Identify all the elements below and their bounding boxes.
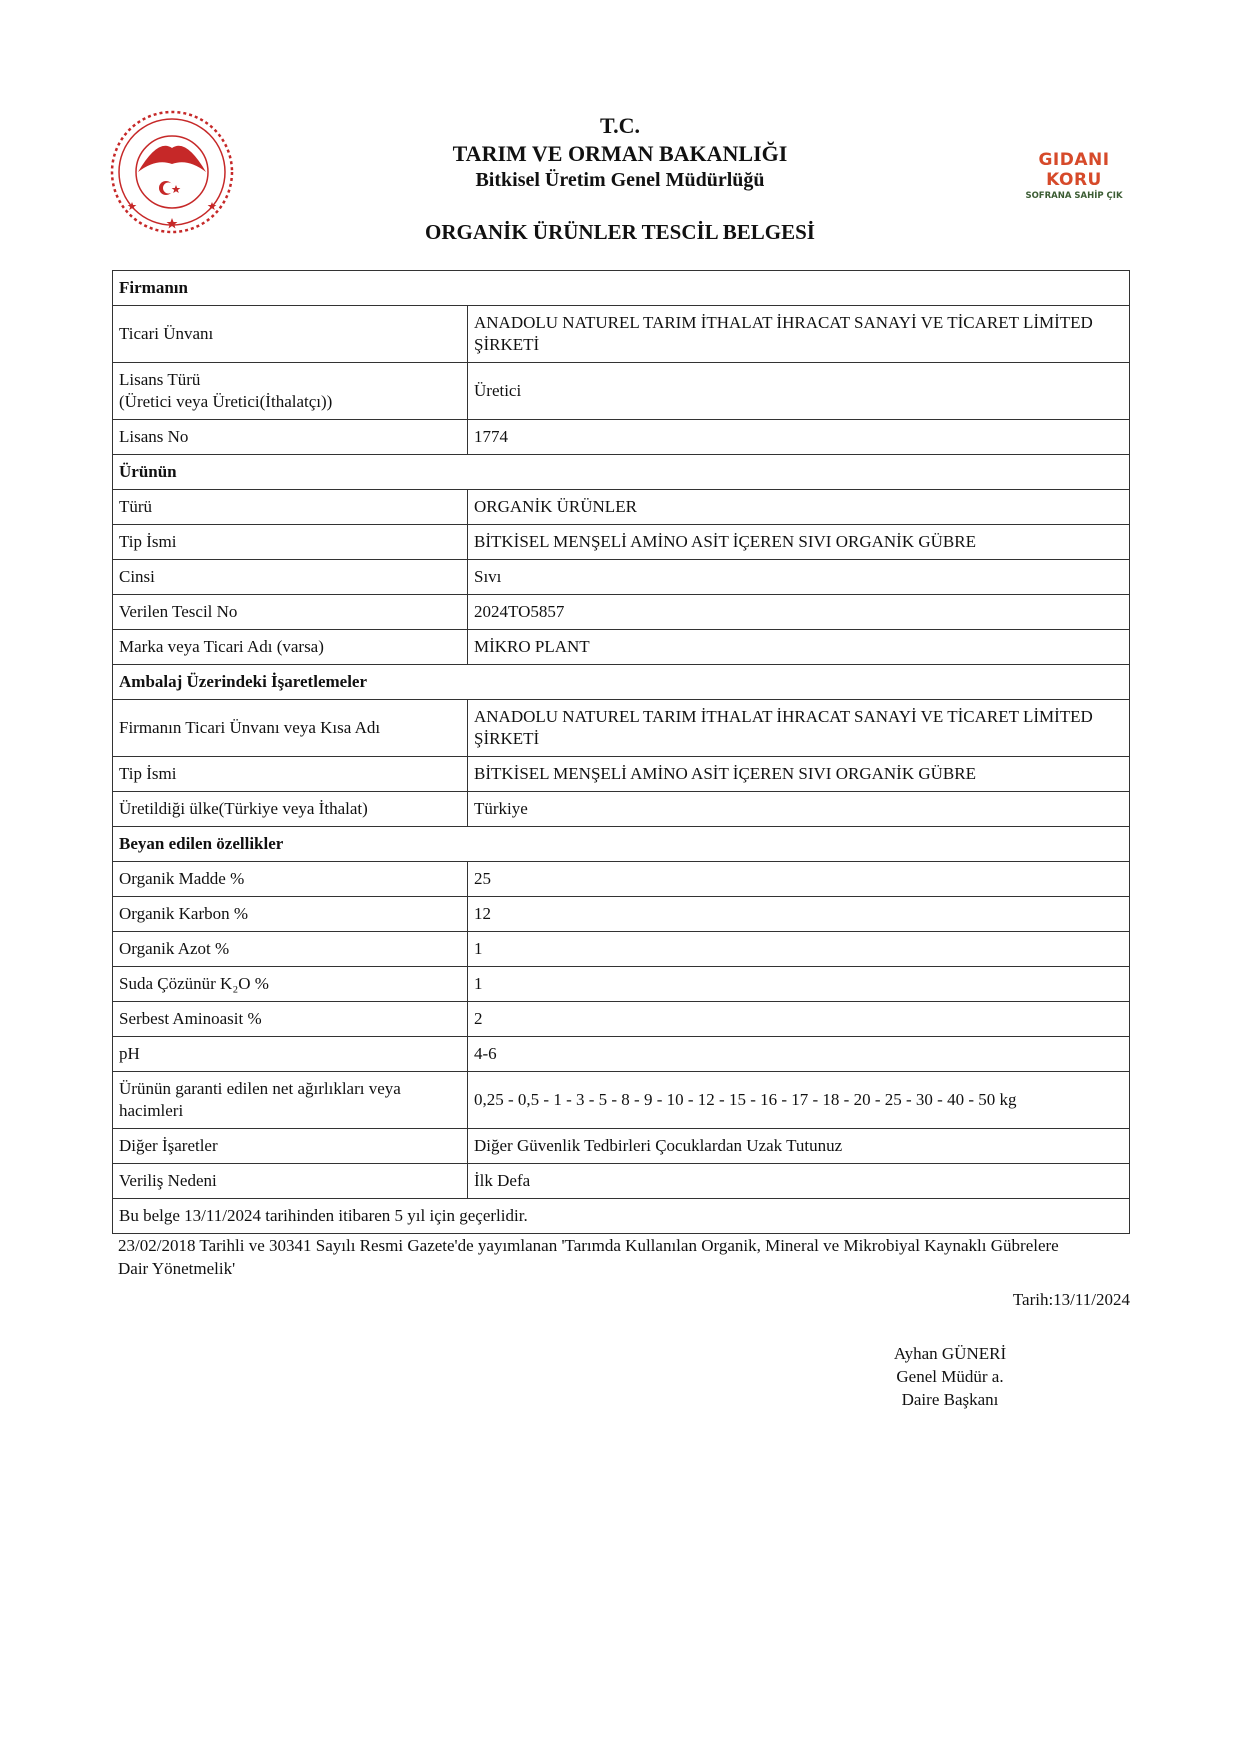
section-heading: Ürünün xyxy=(113,455,1130,490)
table-row xyxy=(113,967,1130,1002)
header-tc: T.C. xyxy=(600,113,640,138)
row-value: 25 xyxy=(468,862,1130,897)
row-value: BİTKİSEL MENŞELİ AMİNO ASİT İÇEREN SIVI ORGANİK GÜBRE xyxy=(468,525,1130,560)
document-header xyxy=(320,112,920,193)
table-row xyxy=(113,363,1130,420)
validity-row xyxy=(113,1199,1130,1234)
validity-text: Bu belge 13/11/2024 tarihinden itibaren 5 yıl için geçerlidir. xyxy=(113,1199,1130,1234)
row-label: Serbest Aminoasit % xyxy=(113,1002,468,1037)
row-label: pH xyxy=(113,1037,468,1072)
table-row xyxy=(113,700,1130,757)
signer-department: Daire Başkanı xyxy=(901,1390,999,1409)
table-row xyxy=(113,560,1130,595)
gidani-koru-logo xyxy=(1008,150,1140,202)
row-value: MİKRO PLANT xyxy=(468,630,1130,665)
header-ministry: TARIM VE ORMAN BAKANLIĞI xyxy=(452,141,788,166)
row-label: Ticari Ünvanı xyxy=(113,306,468,363)
table-row xyxy=(113,1037,1130,1072)
row-value: 2024TO5857 xyxy=(468,595,1130,630)
row-label: Organik Madde % xyxy=(113,862,468,897)
row-value: ANADOLU NATUREL TARIM İTHALAT İHRACAT SANAYİ VE TİCARET LİMİTED ŞİRKETİ xyxy=(468,306,1130,363)
header-directorate: Bitkisel Üretim Genel Müdürlüğü xyxy=(475,169,765,191)
logo-brand: GIDANI KORU xyxy=(1038,150,1110,190)
section-heading-firma xyxy=(113,271,1130,306)
row-label: Tip İsmi xyxy=(113,757,468,792)
row-label: Organik Karbon % xyxy=(113,897,468,932)
row-label xyxy=(113,363,468,420)
row-value: Türkiye xyxy=(468,792,1130,827)
row-label: Ürünün garanti edilen net ağırlıkları veya hacimleri xyxy=(113,1072,468,1129)
table-row xyxy=(113,595,1130,630)
section-heading: Beyan edilen özellikler xyxy=(113,827,1130,862)
table-row xyxy=(113,1129,1130,1164)
row-label: Organik Azot % xyxy=(113,932,468,967)
signer-title: Genel Müdür a. xyxy=(896,1367,1004,1386)
row-label: Diğer İşaretler xyxy=(113,1129,468,1164)
section-heading-ambalaj xyxy=(113,665,1130,700)
row-label: Lisans No xyxy=(113,420,468,455)
row-value: Diğer Güvenlik Tedbirleri Çocuklardan Uzak Tutunuz xyxy=(468,1129,1130,1164)
row-label: Firmanın Ticari Ünvanı veya Kısa Adı xyxy=(113,700,468,757)
signer-name: Ayhan GÜNERİ xyxy=(893,1344,1007,1363)
table-row xyxy=(113,525,1130,560)
document-title: ORGANİK ÜRÜNLER TESCİL BELGESİ xyxy=(425,220,815,244)
ministry-seal xyxy=(108,108,236,236)
registration-table xyxy=(112,270,1130,1234)
row-value: 1 xyxy=(468,967,1130,1002)
regulation-note: 23/02/2018 Tarihli ve 30341 Sayılı Resmi Gazete'de yayımlanan 'Tarımda Kullanılan Organik, Mineral ve Mikrobiyal Kaynaklı Gübrelere Dair Yönetmelik' xyxy=(118,1236,1059,1278)
section-heading: Ambalaj Üzerindeki İşaretlemeler xyxy=(113,665,1130,700)
table-row xyxy=(113,757,1130,792)
row-label: Verilen Tescil No xyxy=(113,595,468,630)
section-heading-urun xyxy=(113,455,1130,490)
issue-date: Tarih:13/11/2024 xyxy=(1012,1290,1130,1309)
row-value: 0,25 - 0,5 - 1 - 3 - 5 - 8 - 9 - 10 - 12 - 15 - 16 - 17 - 18 - 20 - 25 - 30 - 40 - 50 kg xyxy=(468,1072,1130,1129)
row-value: 4-6 xyxy=(468,1037,1130,1072)
row-value: Sıvı xyxy=(468,560,1130,595)
table-row xyxy=(113,1002,1130,1037)
table-row xyxy=(113,932,1130,967)
table-row xyxy=(113,420,1130,455)
row-value: Üretici xyxy=(468,363,1130,420)
row-label: Üretildiği ülke(Türkiye veya İthalat) xyxy=(113,792,468,827)
row-label: Türü xyxy=(113,490,468,525)
row-value: 2 xyxy=(468,1002,1130,1037)
row-value: BİTKİSEL MENŞELİ AMİNO ASİT İÇEREN SIVI ORGANİK GÜBRE xyxy=(468,757,1130,792)
section-heading-beyan xyxy=(113,827,1130,862)
logo-slogan: SOFRANA SAHİP ÇIK xyxy=(1025,191,1123,201)
table-row xyxy=(113,1164,1130,1199)
table-row xyxy=(113,1072,1130,1129)
table-row xyxy=(113,792,1130,827)
row-label: Marka veya Ticari Adı (varsa) xyxy=(113,630,468,665)
row-label: Cinsi xyxy=(113,560,468,595)
row-value: 1774 xyxy=(468,420,1130,455)
table-row xyxy=(113,862,1130,897)
row-label: Suda Çözünür K₂O % xyxy=(113,967,468,1002)
row-value: ORGANİK ÜRÜNLER xyxy=(468,490,1130,525)
section-heading: Firmanın xyxy=(113,271,1130,306)
row-value: ANADOLU NATUREL TARIM İTHALAT İHRACAT SANAYİ VE TİCARET LİMİTED ŞİRKETİ xyxy=(468,700,1130,757)
table-row xyxy=(113,490,1130,525)
row-label: Tip İsmi xyxy=(113,525,468,560)
table-row xyxy=(113,897,1130,932)
row-value: 1 xyxy=(468,932,1130,967)
table-row xyxy=(113,630,1130,665)
row-label: Veriliş Nedeni xyxy=(113,1164,468,1199)
table-row xyxy=(113,306,1130,363)
row-value: 12 xyxy=(468,897,1130,932)
signature-block xyxy=(870,1342,1030,1411)
row-label-multiline: Lisans Türü (Üretici veya Üretici(İthalatçı)) xyxy=(119,370,333,411)
row-value: İlk Defa xyxy=(468,1164,1130,1199)
